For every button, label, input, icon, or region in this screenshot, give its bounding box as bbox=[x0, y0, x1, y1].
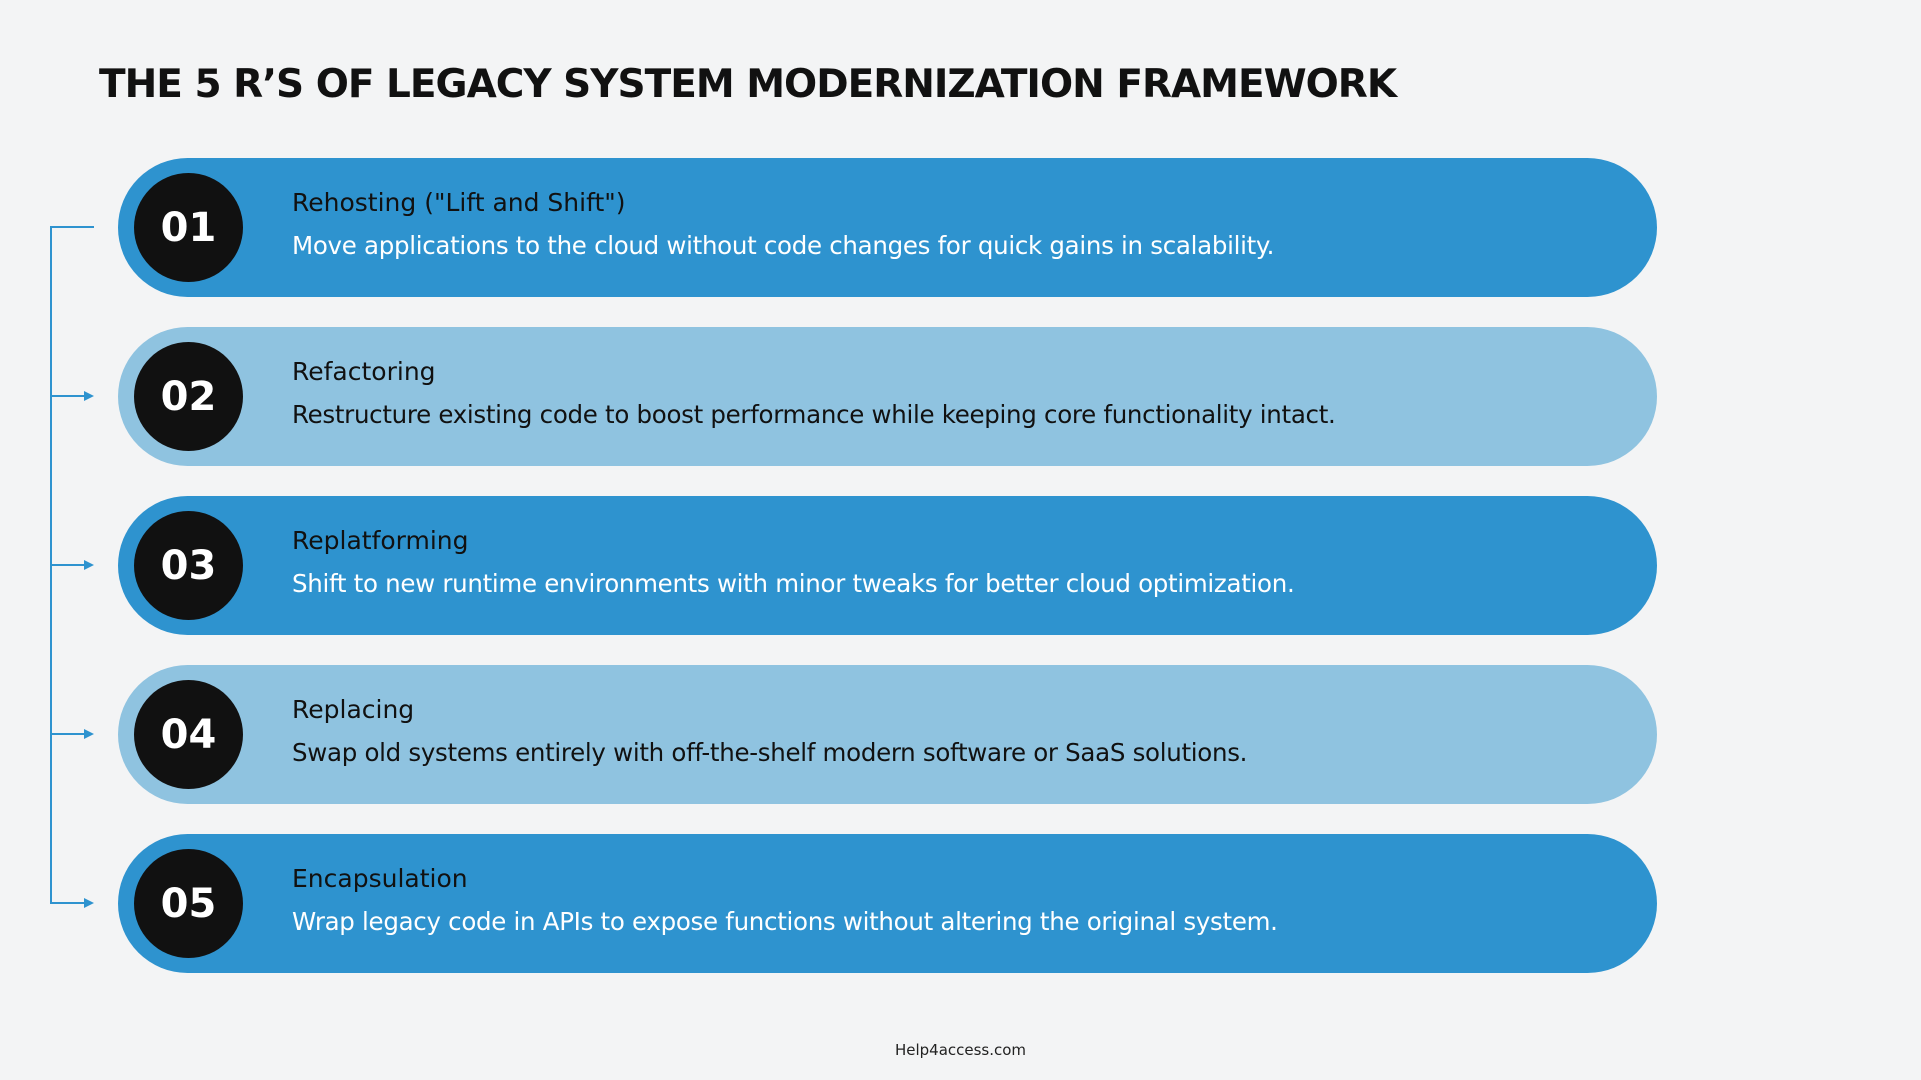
step-heading: Replacing bbox=[292, 695, 415, 724]
step-card-rehosting bbox=[118, 158, 1657, 297]
step-description: Swap old systems entirely with off-the-shelf modern software or SaaS solutions. bbox=[292, 738, 1248, 767]
step-description: Wrap legacy code in APIs to expose functions without altering the original system. bbox=[292, 907, 1278, 936]
arrow-icon bbox=[84, 391, 94, 401]
step-description: Restructure existing code to boost performance while keeping core functionality intact. bbox=[292, 400, 1336, 429]
step-card-replacing bbox=[118, 665, 1657, 804]
step-description: Shift to new runtime environments with minor tweaks for better cloud optimization. bbox=[292, 569, 1295, 598]
arrow-icon bbox=[84, 729, 94, 739]
step-card-encapsulation bbox=[118, 834, 1657, 973]
step-heading: Replatforming bbox=[292, 526, 469, 555]
step-number-badge: 01 bbox=[134, 173, 243, 282]
step-heading: Refactoring bbox=[292, 357, 436, 386]
step-card-refactoring bbox=[118, 327, 1657, 466]
step-number-badge: 04 bbox=[134, 680, 243, 789]
step-heading: Encapsulation bbox=[292, 864, 468, 893]
step-number-badge: 02 bbox=[134, 342, 243, 451]
step-description: Move applications to the cloud without code changes for quick gains in scalability. bbox=[292, 231, 1275, 260]
step-card-replatforming bbox=[118, 496, 1657, 635]
page-title: THE 5 R’S OF LEGACY SYSTEM MODERNIZATION FRAMEWORK bbox=[99, 62, 1397, 107]
step-heading: Rehosting ("Lift and Shift") bbox=[292, 188, 626, 217]
arrow-icon bbox=[84, 898, 94, 908]
footer-source: Help4access.com bbox=[894, 1041, 1027, 1059]
arrow-icon bbox=[84, 560, 94, 570]
step-number-badge: 05 bbox=[134, 849, 243, 958]
step-number-badge: 03 bbox=[134, 511, 243, 620]
step-connector bbox=[0, 0, 120, 1080]
